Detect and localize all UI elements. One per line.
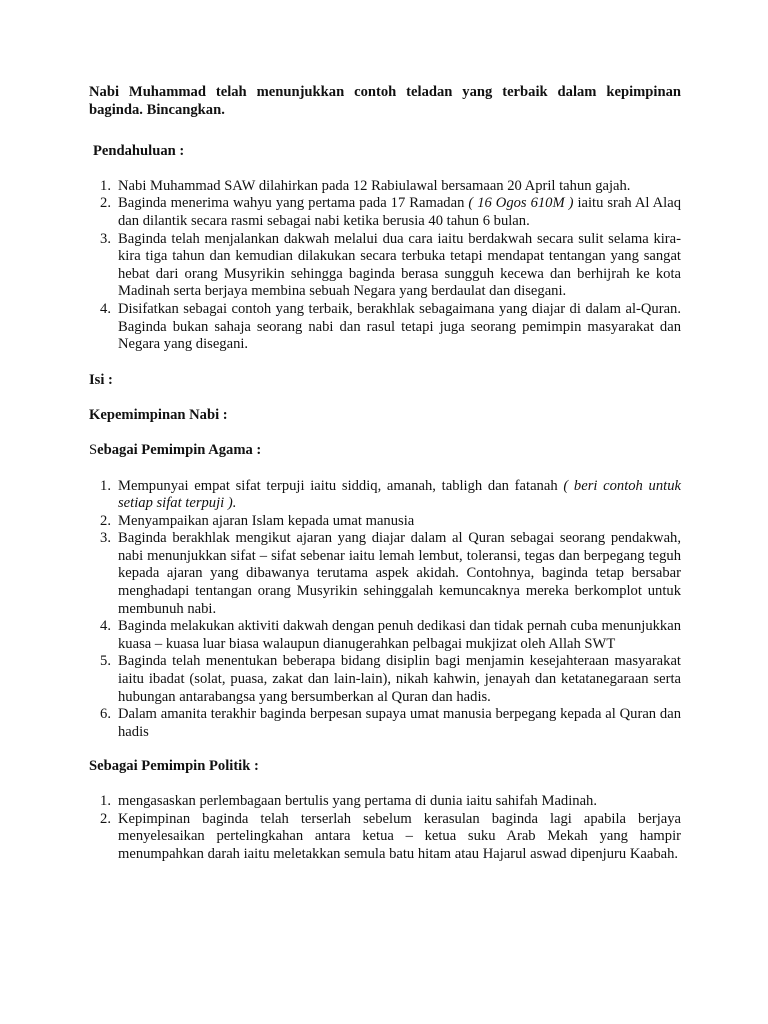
list-item-text: Nabi Muhammad SAW dilahirkan pada 12 Rabiulawal bersamaan 20 April tahun gajah. (118, 177, 631, 194)
list-number: 2. (100, 195, 111, 212)
list-item-italic-note: ( beri contoh untuk setiap sifat terpuji ). (118, 477, 681, 512)
list-item-text: Menyampaikan ajaran Islam kepada umat manusia (118, 512, 415, 529)
list-item (89, 178, 681, 196)
list-item-text: Baginda melakukan aktiviti dakwah dengan penuh dedikasi dan tidak pernah cuba menunjukkan kuasa – kuasa luar biasa walaupun dianugerahkan pelbagai mukjizat oleh Allah SWT (118, 618, 681, 652)
pemimpin-politik-heading: Sebagai Pemimpin Politik : (89, 758, 259, 775)
list-item (89, 231, 681, 301)
list-item-italic-date: ( 16 Ogos 610M ) (468, 195, 574, 212)
list-item (89, 513, 681, 531)
list-item-text: Baginda menerima wahyu yang pertama pada 17 Ramadan (118, 195, 469, 212)
document-page (89, 84, 681, 863)
list-number: 1. (100, 793, 111, 809)
pemimpin-politik-list (89, 793, 681, 863)
list-item-text: Baginda berakhlak mengikut ajaran yang diajar dalam al Quran sebagai seorang pendakwah, nabi menunjukkan sifat – sifat sebenar iaitu lemah lembut, toleransi, tegas dan berpegang teguh kepada ajaran yang dibawanya terutama aspek akidah. Contohnya, baginda tetap bersabar menghadapi tentangan orang Musyrikin sehinggalah kemuncaknya mereka berkomplot untuk membunuh nabi. (118, 530, 681, 617)
isi-heading: Isi : (89, 371, 113, 388)
pendahuluan-heading: Pendahuluan : (93, 143, 185, 160)
list-number: 4. (100, 618, 111, 635)
list-item (89, 301, 681, 354)
list-item (89, 706, 681, 741)
kepemimpinan-nabi-heading: Kepemimpinan Nabi : (89, 407, 228, 424)
heading-rest: ebagai Pemimpin Agama : (97, 441, 262, 458)
list-item-text: Dalam amanita terakhir baginda berpesan supaya umat manusia berpegang kepada al Quran dan hadis (118, 706, 681, 740)
list-number: 1. (100, 477, 111, 494)
pemimpin-agama-list (89, 478, 681, 742)
list-number: 5. (100, 653, 111, 670)
list-number: 4. (100, 300, 111, 317)
list-item-text-continued: iaitu srah Al Alaq dan dilantik secara rasmi sebagai nabi ketika berusia 40 tahun 6 bulan. (118, 195, 681, 229)
list-item (89, 618, 681, 653)
list-item (89, 811, 681, 864)
list-item (89, 195, 681, 230)
list-item-text: Baginda telah menentukan beberapa bidang disiplin bagi menjamin kesejahteraan masyarakat iaitu ibadat (solat, puasa, zakat dan lain-lain), nikah kahwin, jenayah dan ketatanegaraan serta hubungan antarabangsa yang bersumberkan al Quran dan hadis. (118, 653, 681, 705)
list-number: 6. (100, 706, 111, 723)
list-item (89, 793, 681, 811)
list-item-text: Baginda telah menjalankan dakwah melalui dua cara iaitu berdakwah secara sulit selama kira-kira tiga tahun dan kemudian dilakukan secara terbuka tetapi mendapat tentangan yang sangat hebat dari orang Musyrikin sehingga baginda berasa sungguh kecewa dan berhijrah ke kota Madinah serta berjaya membina sebuah Negara yang berdaulat dan disegani. (118, 230, 681, 300)
pendahuluan-list (89, 178, 681, 354)
list-number: 1. (100, 177, 111, 194)
list-item (89, 478, 681, 513)
list-number: 2. (100, 512, 111, 529)
list-item (89, 530, 681, 618)
essay-question-title: Nabi Muhammad telah menunjukkan contoh teladan yang terbaik dalam kepimpinan baginda. Bincangkan. (89, 84, 681, 118)
list-number: 3. (100, 530, 111, 547)
list-item-text: Mempunyai empat sifat terpuji iaitu siddiq, amanah, tabligh dan fatanah (118, 477, 564, 494)
list-item-text: mengasaskan perlembagaan bertulis yang pertama di dunia iaitu sahifah Madinah. (118, 793, 597, 809)
list-item-text: Kepimpinan baginda telah terserlah sebelum kerasulan baginda lagi apabila berjaya menyelesaikan pertelingkahan antara ketua – ketua suku Arab Mekah yang hampir menumpahkan darah iaitu meletakkan semula batu hitam atau Hajarul aswad dipenjuru Kaabah. (118, 810, 681, 862)
list-item-text: Disifatkan sebagai contoh yang terbaik, berakhlak sebagaimana yang diajar di dalam al-Quran. Baginda bukan sahaja seorang nabi dan rasul tetapi juga seorang pemimpin masyarakat dan Negara yang disegani. (118, 300, 681, 353)
list-number: 3. (100, 230, 111, 247)
list-number: 2. (100, 810, 111, 827)
list-item (89, 653, 681, 706)
heading-initial: S (89, 441, 98, 458)
pemimpin-agama-heading (89, 442, 681, 460)
